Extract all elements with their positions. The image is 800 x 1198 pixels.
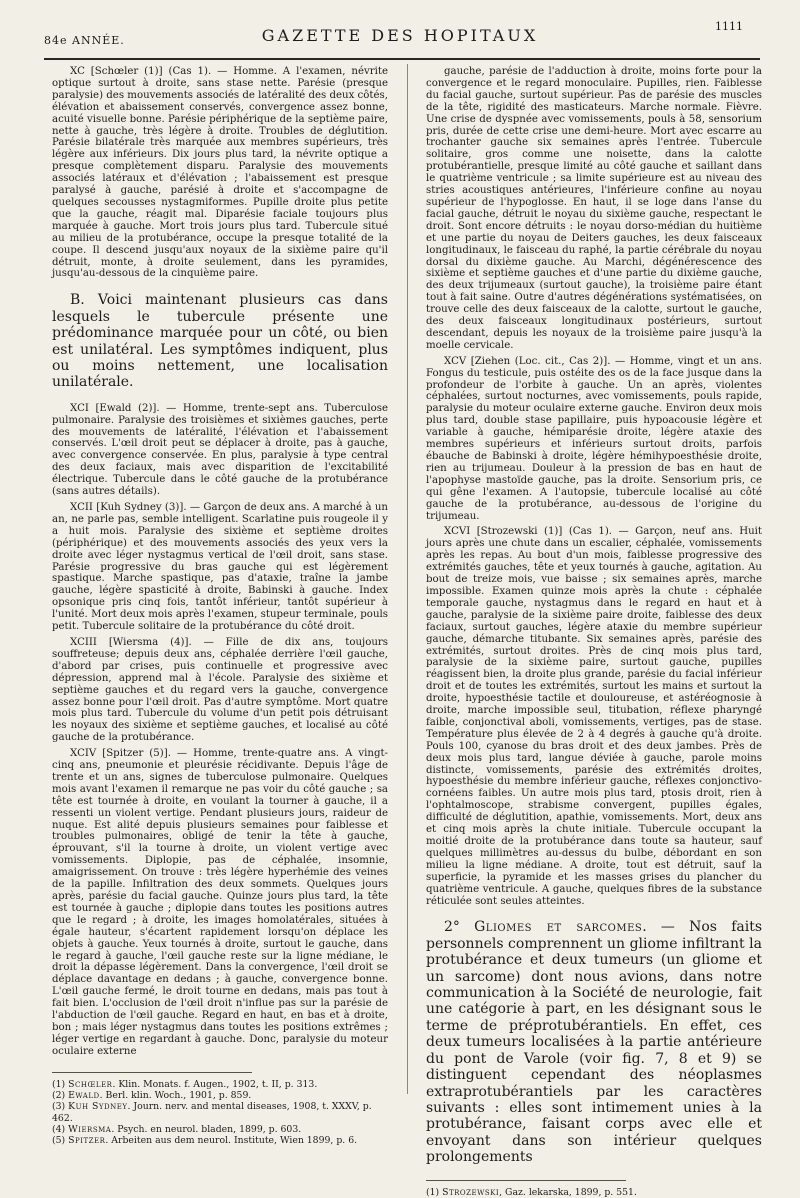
right-column [426, 66, 762, 1198]
footnote: (1) Schœler. Klin. Monats. f. Augen., 1902, t. II, p. 313. [52, 1078, 318, 1090]
section-heading: Gliomes et sarcomes [474, 919, 643, 936]
case-xciv-continued: gauche, parésie de l'adduction à droite, moins forte pour la convergence et le regard monoculaire. Pupilles, rien. Faiblesse du facial gauche, surtout supérieur. Pas de parésie des muscles de la tête, rigidité des masticateurs. Marche normale. Fièvre. Une crise de dyspnée avec vomissements, pouls à 58, sensorium pris, durée de cette crise une demi-heure. Mort avec escarre au trochanter gauche six semaines après l'entrée. Tubercule solitaire, gros comme une noisette, dans la calotte protubérantielle, presque limité au côté gauche et saillant dans le quatrième ventricule ; sa limite supérieure est au niveau des stries acoustiques antérieures, l'inférieure confine au noyau supérieur de l'hypoglosse. En haut, il se loge dans l'anse du facial gauche, détruit le noyau du sixième gauche, respectant le droit. Sont encore détruits : le noyau dorso-médian du huitième et une partie du noyau de Deiters gauches, les deux faisceaux longitudinaux, le faisceau du raphé, la partie cérébrale du noyau dorsal du dixième gauche. Au Marchi, dégénérescence des sixième et septième gauches et d'une partie du dixième gauche, des deux trijumeaux (surtout gauche), la troisième paire étant tout à fait saine. Outre d'autres dégénérations systématisées, on trouve celle des deux faisceaux de la calotte, surtout le gauche, des deux faisceaux longitudinaux postérieurs, surtout descendant, depuis les noyaux de la troisième paire jusqu'à la moelle cervicale. [426, 66, 762, 351]
footnote: (3) Kuh Sydney. Journ. nerv. and mental diseases, 1908, t. XXXV, p. 462. [52, 1101, 372, 1124]
case-xciii: XCIII [Wiersma (4)]. — Fille de dix ans, toujours souffreteuse; depuis deux ans, céphalée derrière l'œil gauche, d'abord par crises, puis continuelle et progressive avec dépression, apprend mal à l'école. Paralysie des sixième et septième gauches et du regard vers la gauche, convergence assez bonne pour l'œil droit. Pas d'autre symptôme. Mort quatre mois plus tard. Tubercule du volume d'un petit pois détruisant les noyaux des sixième et septième gauches, et localisé au côté gauche de la protubérance. [52, 636, 388, 744]
section-b-intro: B. Voici maintenant plusieurs cas dans lesquels le tubercule présente une prédominance marquée pour un côté, ou bien est unilatéral. Les symptômes indiquent, plus ou moins nettement, une localisation unilatérale. [52, 292, 388, 391]
journal-title: GAZETTE DES HOPITAUX [261, 26, 539, 45]
footnote: (1) Strozewski, Gaz. lekarska, 1899, p. 551. [426, 1186, 637, 1198]
page-number: 1111 [715, 20, 743, 33]
case-xci: XCI [Ewald (2)]. — Homme, trente-sept ans. Tuberculose pulmonaire. Paralysie des troisièmes et sixièmes gauches, perte des mouvements de latéralité, l'élévation et l'abaissement conservés. L'œil droit peut se déplacer à droite, pas à gauche, avec convergence conservée. En plus, paralysie à type central des deux faciaux, mais avec disparition de l'excitabilité électrique. Tubercule dans le côté gauche de la protubérance (sans autres détails). [52, 402, 388, 498]
left-column [52, 66, 388, 1146]
case-xcvi: XCVI [Strozewski (1)] (Cas 1). — Garçon, neuf ans. Huit jours après une chute dans un escalier, céphalée, vomissements après les repas. Au bout d'un mois, faiblesse progressive des extrémités gauches, tête et yeux tournés à gauche, agitation. Au bout de treize mois, vue baisse ; six semaines après, marche impossible. Examen quinze mois après la chute : céphalée temporale gauche, nystagmus dans le regard en haut et à gauche, paralysie de la sixième paire droite, faiblesse des deux faciaux, surtout gauches, légère ataxie du membre supérieur gauche, démarche titubante. Six semaines après, parésie des extrémités, surtout droites. Près de cinq mois plus tard, paralysie de la sixième paire, surtout gauche, pupilles réagissent bien, la droite plus grande, parésie du facial inférieur droit et de toutes les extrémités, surtout les mains et surtout la droite, hypoesthésie tactile et douloureuse, et astéréognosie à droite, marche impossible seul, titubation, réflexe pharyngé faible, conjonctival aboli, vomissements, vertiges, pas de stase. Température plus élevée de 2 à 4 degrés à gauche qu'à droite. Pouls 100, cyanose du bras droit et des deux jambes. Près de deux mois plus tard, langue déviée à gauche, parole moins distincte, vomissements, parésie des extrémités droites, hypoesthésie du membre inférieur gauche, réflexes conjonctivo-cornéens faibles. Un autre mois plus tard, ptosis droit, rien à l'ophtalmoscope, strabisme convergent, pupilles égales, difficulté de déglutition, apathie, vomissements. Mort, deux ans et cinq mois après la chute initiale. Tubercule occupant la moitié droite de la protubérance dans toute sa hauteur, sauf quelques millimètres au-dessus du bulbe, débordant en son milieu la ligne médiane. A droite, tout est détruit, sauf la superficie, la pyramide et les masses grises du plancher du quatrième ventricule. A gauche, quelques fibres de la substance réticulée sont seules atteintes. [426, 526, 762, 907]
edition-label: 84e ANNÉE. [44, 34, 125, 47]
header-rule [44, 58, 760, 60]
footnote: (5) Spitzer. Arbeiten aus dem neurol. Institute, Wien 1899, p. 6. [52, 1135, 358, 1147]
column-divider [407, 64, 408, 1094]
case-xciv: XCIV [Spitzer (5)]. — Homme, trente-quatre ans. A vingt-cinq ans, pneumonie et pleurésie récidivante. Depuis l'âge de trente et un ans, signes de tuberculose pulmonaire. Quelques mois avant l'examen il remarque ne pas voir du côté gauche ; sa tête est tournée à droite, en voulant la tourner à gauche, il a ressenti un violent vertige. Pendant plusieurs jours, raideur de nuque. Est alité depuis plusieurs semaines pour faiblesse et troubles pulmonaires, obligé de tenir la tête à gauche, éprouvant, s'il la tourne à droite, un violent vertige avec vomissements. Diplopie, pas de céphalée, insomnie, amaigrissement. On trouve : très légère hyperhémie des veines de la papille. Infiltration des deux sommets. Quelques jours après, parésie du facial gauche. Quinze jours plus tard, la tête est tournée à gauche ; diplopie dans toutes les positions autres que le regard ; à droite, les images homolatérales, situées à égale hauteur, s'écartent rapidement lorsqu'on déplace les objets à gauche. Yeux tournés à droite, surtout le gauche, dans le regard à gauche, l'œil gauche reste sur la ligne médiane, le droit la dépasse légèrement. Dans la convergence, l'œil droit se déplace davantage en dedans ; à gauche, convergence bonne. L'œil gauche fermé, le droit tourne en dedans, mais pas tout à fait bien. L'occlusion de l'œil droit n'influe pas sur la parésie de l'abduction de l'œil gauche. Regard en haut, en bas et à droite, bon ; mais léger nystagmus dans toutes les positions extrêmes ; léger vertige en regardant à gauche. Donc, paralysie du moteur oculaire externe [52, 748, 388, 1057]
footnotes-right [426, 1187, 762, 1198]
case-xcv: XCV [Ziehen (Loc. cit., Cas 2)]. — Homme, vingt et un ans. Fongus du testicule, puis ostéite des os de la face jusque dans la profondeur de l'orbite à gauche. Un an après, violentes céphalées, surtout nocturnes, avec vomissements, pouls rapide, paralysie du moteur oculaire externe gauche. Environ deux mois plus tard, double stase papillaire, puis hypoacousie légère et variable à gauche, hémiparésie droite, légère ataxie des membres supérieurs et inférieurs surtout droits, parfois ébauche de Babinski à droite, légère hémihypoesthésie droite, rien au trijumeau. Douleur à la pression de bas en haut de l'apophyse mastoïde gauche, pas la droite. Sensorium pris, ce qui gêne l'examen. A l'autopsie, tubercule localisé au côté gauche de la protubérance, au-dessous de l'origine du trijumeau. [426, 355, 762, 522]
case-xc: XC [Schœler (1)] (Cas 1). — Homme. A l'examen, névrite optique surtout à droite, sans stase nette. Parésie (presque paralysie) des mouvements associés de latéralité des deux côtés, élévation et abaissement conservés, convergence assez bonne, acuité visuelle bonne. Parésie périphérique de la septième paire, nette à gauche, très légère à droite. Troubles de déglutition. Parésie bilatérale très marquée aux membres supérieurs, très légère aux inférieurs. Dix jours plus tard, la névrite optique a presque complètement disparu. Paralysie des mouvements associés latéraux et d'élévation ; l'abaissement est presque paralysé à gauche, parésié à droite et s'accompagne de quelques secousses nystagmiformes. Pupille droite plus petite que la gauche, réagit mal. Diparésie faciale toujours plus marquée à gauche. Mort trois jours plus tard. Tubercule situé au milieu de la protubérance, occupe la presque totalité de la coupe. Il descend jusqu'aux noyaux de la sixième paire qu'il détruit, monte, à droite seulement, dans les pyramides, jusqu'au-dessous de la cinquième paire. [52, 66, 388, 280]
section-gliomes-intro: 2° Gliomes et sarcomes. — Nos faits personnels comprennent un gliome infiltrant la protubérance et deux tumeurs (un gliome et un sarcome) dont nous avions, dans notre communication à la Société de neurologie, fait une catégorie à part, en les désignant sous le terme de préprotubérantiels. En effet, ces deux tumeurs localisées à la partie antérieure du pont de Varole (voir fig. 7, 8 et 9) se distinguent cependant des néoplasmes extraprotubérantiels par les caractères suivants : elles sont intimement unies à la protubérance, faisant corps avec elle et envoyant dans son intérieur quelques prolongements [426, 919, 763, 1166]
footnote-rule [52, 1072, 252, 1073]
footnote: (4) Wiersma. Psych. en neurol. bladen, 1899, p. 603. [52, 1123, 302, 1135]
footnotes-left [52, 1079, 388, 1147]
footnote-rule [426, 1180, 626, 1181]
footnote: (2) Ewald. Berl. klin. Woch., 1901, p. 859. [52, 1089, 252, 1101]
case-xcii: XCII [Kuh Sydney (3)]. — Garçon de deux ans. A marché à un an, ne parle pas, semble intelligent. Scarlatine puis rougeole il y a huit mois. Paralysie des sixième et septième droites (périphérique) et des mouvements associés des yeux vers la droite avec léger nystagmus vertical de l'œil droit, sans stase. Parésie progressive du bras gauche qui est légèrement spastique. Marche spastique, pas d'ataxie, traîne la jambe gauche, légère spasticité à droite, Babinski à gauche. Index opsonique pris cinq fois, tantôt inférieur, tantôt supérieur à l'unité. Mort deux mois après l'examen, stupeur terminale, pouls petit. Tubercule solitaire de la protubérance du côté droit. [52, 502, 388, 633]
